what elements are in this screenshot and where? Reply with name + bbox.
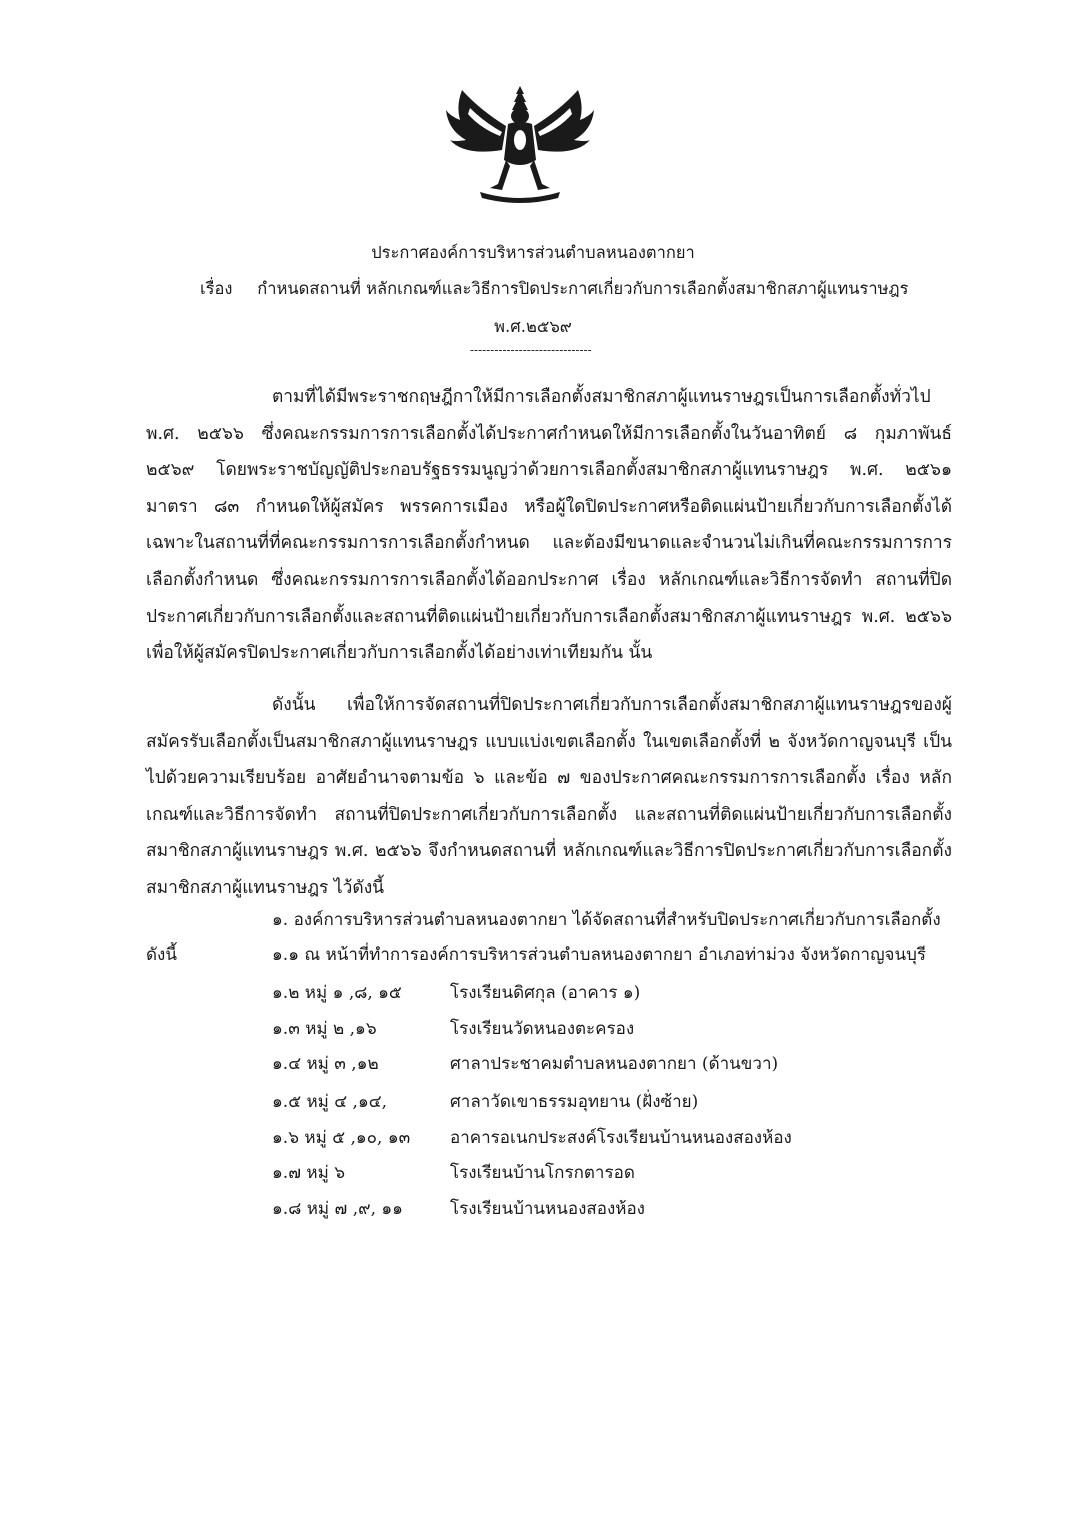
location-place: ศาลาวัดเขาธรรมอุทยาน (ฝั่งซ้าย) <box>450 1092 699 1112</box>
location-row <box>272 979 640 1006</box>
location-village: ๑.๕ หมู่ ๔ ,๑๔, <box>272 1092 388 1112</box>
location-village: ๑.๓ หมู่ ๒ ,๑๖ <box>272 1019 377 1039</box>
location-place: โรงเรียนบ้านหนองสองห้อง <box>450 1199 645 1219</box>
subject-text: กำหนดสถานที่ หลักเกณฑ์และวิธีการปิดประกาศเกี่ยวกับการเลือกตั้งสมาชิกสภาผู้แทนราษฎร <box>257 279 909 298</box>
subject-label: เรื่อง <box>200 279 233 298</box>
paragraph-2: ดังนั้น เพื่อให้การจัดสถานที่ปิดประกาศเกี่ยวกับการเลือกตั้งสมาชิกสภาผู้แทนราษฎรของผู้สมัครรับเลือกตั้งเป็นสมาชิกสภาผู้แทนราษฎร แบบแบ่งเขตเลือกตั้ง ในเขตเลือกตั้งที่ ๒ จังหวัดกาญจนบุรี เป็นไปด้วยความเรียบร้อย อาศัยอำนาจตามข้อ ๖ และข้อ ๗ ของประกาศคณะกรรมการการเลือกตั้ง เรื่อง หลักเกณฑ์และวิธีการจัดทำ สถานที่ปิดประกาศเกี่ยวกับการเลือกตั้ง และสถานที่ติดแผ่นป้ายเกี่ยวกับการเลือกตั้งสมาชิกสภาผู้แทนราษฎร พ.ศ. ๒๕๖๖ จึงกำหนดสถานที่ หลักเกณฑ์และวิธีการปิดประกาศเกี่ยวกับการเลือกตั้งสมาชิกสภาผู้แทนราษฎร ไว้ดังนี้ <box>146 695 952 898</box>
location-village: ๑.๒ หมู่ ๑ ,๘, ๑๕ <box>272 983 402 1003</box>
location-1-1: ๑.๑ ณ หน้าที่ทำการองค์การบริหารส่วนตำบลหนองตากยา อำเภอท่าม่วง จังหวัดกาญจนบุรี <box>272 945 927 965</box>
location-row <box>272 1195 645 1222</box>
location-place: ศาลาประชาคมตำบลหนองตากยา (ด้านขวา) <box>450 1054 779 1074</box>
item-1-tail: ดังนี้ <box>146 945 177 965</box>
location-village: ๑.๖ หมู่ ๕ ,๑๐, ๑๓ <box>272 1128 411 1148</box>
location-row <box>272 1050 778 1077</box>
location-row <box>272 1015 634 1042</box>
location-place: อาคารอเนกประสงค์โรงเรียนบ้านหนองสองห้อง <box>450 1128 792 1148</box>
location-row <box>272 1124 792 1151</box>
announcement-title: ประกาศองค์การบริหารส่วนตำบลหนองตากยา <box>371 243 695 262</box>
location-village: ๑.๘ หมู่ ๗ ,๙, ๑๑ <box>272 1199 403 1219</box>
location-row <box>272 1159 635 1186</box>
location-place: โรงเรียนดิศกุล (อาคาร ๑) <box>450 983 641 1003</box>
announcement-year: พ.ศ.๒๕๖๙ <box>494 317 572 336</box>
location-village: ๑.๔ หมู่ ๓ ,๑๒ <box>272 1054 379 1074</box>
location-place: โรงเรียนบ้านโกรกตารอด <box>450 1163 635 1183</box>
location-row <box>272 1088 698 1115</box>
garuda-emblem-icon <box>440 80 600 210</box>
item-1-text: ๑. องค์การบริหารส่วนตำบลหนองตากยา ได้จัดสถานที่สำหรับปิดประกาศเกี่ยวกับการเลือกตั้ง <box>272 910 941 930</box>
header-divider: ------------------------------ <box>470 345 592 355</box>
location-place: โรงเรียนวัดหนองตะครอง <box>450 1019 635 1039</box>
location-village: ๑.๗ หมู่ ๖ <box>272 1163 345 1183</box>
subject-row <box>200 276 908 302</box>
paragraph-1: ตามที่ได้มีพระราชกฤษฎีกาให้มีการเลือกตั้งสมาชิกสภาผู้แทนราษฎรเป็นการเลือกตั้งทั่วไป พ.ศ. ๒๕๖๖ ซึ่งคณะกรรมการการเลือกตั้งได้ประกาศกำหนดให้มีการเลือกตั้งในวันอาทิตย์ ๘ กุมภาพันธ์ ๒๕๖๙ โดยพระราชบัญญัติประกอบรัฐธรรมนูญว่าด้วยการเลือกตั้งสมาชิกสภาผู้แทนราษฎร พ.ศ. ๒๕๖๑ มาตรา ๘๓ กำหนดให้ผู้สมัคร พรรคการเมือง หรือผู้ใดปิดประกาศหรือติดแผ่นป้ายเกี่ยวกับการเลือกตั้งได้เฉพาะในสถานที่ที่คณะกรรมการการเลือกตั้งกำหนด และต้องมีขนาดและจำนวนไม่เกินที่คณะกรรมการการเลือกตั้งกำหนด ซึ่งคณะกรรมการการเลือกตั้งได้ออกประกาศ เรื่อง หลักเกณฑ์และวิธีการจัดทำ สถานที่ปิดประกาศเกี่ยวกับการเลือกตั้งและสถานที่ติดแผ่นป้ายเกี่ยวกับการเลือกตั้งสมาชิกสภาผู้แทนราษฎร พ.ศ. ๒๕๖๖ เพื่อให้ผู้สมัครปิดประกาศเกี่ยวกับการเลือกตั้งได้อย่างเท่าเทียมกัน นั้น <box>146 387 952 664</box>
